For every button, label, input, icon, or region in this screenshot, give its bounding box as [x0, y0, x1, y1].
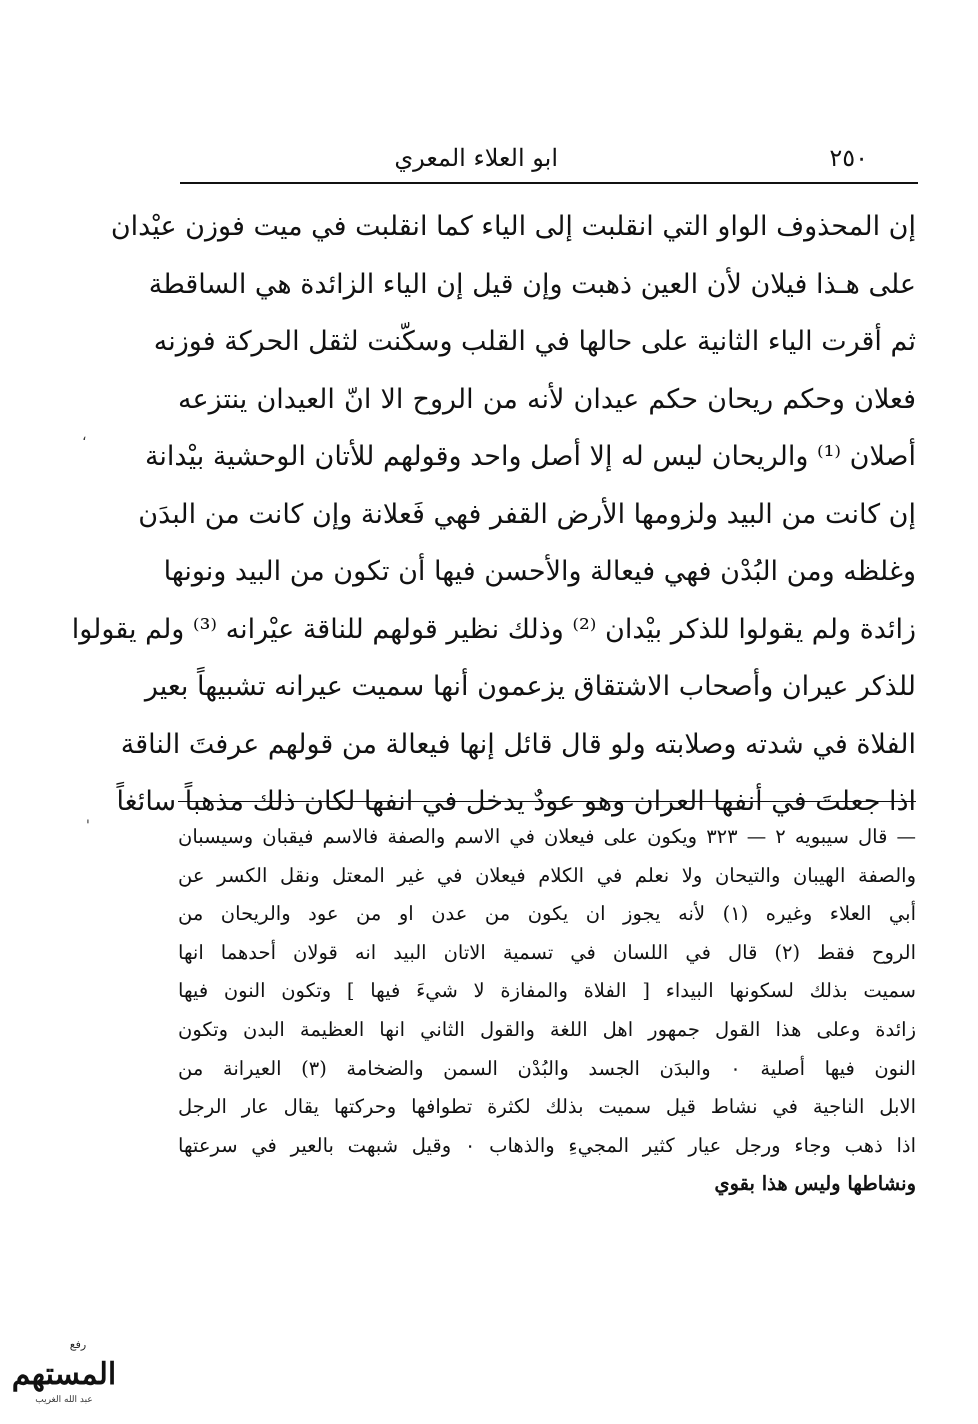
- running-head: [150, 140, 903, 180]
- header-rule: [180, 182, 918, 184]
- footnote-line: زائدة وعلى هذا القول جمهور اهل اللغة والقول الثاني انها العظيمة البدن وتكون: [178, 1017, 916, 1041]
- margin-mark: ،: [82, 428, 87, 444]
- page-number: ٢٥٠: [829, 144, 868, 172]
- main-text-line: اذا جعلتَ في أنفها العران وهو عودٌ يدخل في انفها لكان ذلك مذهباً سائغاً: [116, 786, 916, 817]
- svg-text:عبد الله الغريب: عبد الله الغريب: [35, 1395, 93, 1405]
- footnote-line: أبي العلاء وغيره (١) لأنه يجوز ان يكون من عدن او من عود والريحان من: [178, 902, 916, 926]
- main-text-line: فعلان وحكم ريحان حكم عيدان لأنه من الروح الا انّ العيدان ينتزعه: [178, 383, 916, 415]
- main-text-line: زائدة ولم يقولوا للذكر بيْدان ⁽²⁾ وذلك نظير قولهم للناقة عيْرانه ⁽³⁾ ولم يقولوا: [71, 613, 916, 645]
- margin-mark: ': [86, 818, 90, 834]
- main-text-line: إن المحذوف الواو التي انقلبت إلى الياء كما انقلبت في ميت فوزن عيْدان: [110, 211, 916, 242]
- main-text-body: [71, 198, 916, 831]
- library-stamp-logo: [8, 1336, 120, 1408]
- svg-text:المستهم: المستهم: [11, 1357, 117, 1392]
- footnote-line: اذا ذهب وجاء ورجل عيار كثير المجيءِ والذهاب ٠ وقيل شبهت بالعير في سرعتها: [178, 1133, 916, 1157]
- footnote-line: الروح فقط (٢) قال في اللسان في تسمية الاتان البيد انه قولان أحدهما انها: [178, 940, 916, 964]
- main-text-line: وغلظه ومن البُدْن فهي فيعالة والأحسن فيها أن تكون من البيد ونونها: [163, 556, 916, 587]
- main-text-line: الفلاة في شدته وصلابته ولو قال قائل إنها فيعالة من قولهم عرفتَ الناقة: [120, 728, 916, 760]
- main-text-line: على هـذا فيلان لأن العين ذهبت وإن قيل إن الياء الزائدة هي الساقطة: [148, 268, 916, 300]
- main-text-line: أصلان ⁽¹⁾ والريحان ليس له إلا أصل واحد وقولهم للأتان الوحشية بيْدانة: [144, 441, 916, 472]
- footnote-line: والصفة الهيبان والتيحان ولا نعلم في الكلام فيعلان في غير المعتل ونقل الكسر عن: [178, 863, 916, 887]
- footnote-separator: [178, 801, 916, 802]
- footnote-line: سميت بذلك لسكونها البيداء [ الفلاة والمفازة لا شيءَ فيها ] وتكون النون فيها: [178, 979, 916, 1003]
- running-title: ابو العلاء المعري: [394, 144, 558, 172]
- footnotes: [178, 818, 916, 1204]
- svg-text:رفع: رفع: [69, 1338, 87, 1351]
- main-text-line: إن كانت من البيد ولزومها الأرض القفر فهي فَعلانة وإن كانت من البدَن: [138, 498, 916, 530]
- footnote-line: — قال سيبويه ٢ — ٣٢٣ ويكون على فيعلان في الاسم والصفة فالاسم فيقبان وسيسبان: [178, 825, 917, 848]
- footnote-line: الابل الناجية في نشاط قيل سميت بذلك لكثرة تطوافها وحركتها يقال عار الرجل: [178, 1095, 916, 1119]
- main-text-line: للذكر عيران وأصحاب الاشتقاق يزعمون أنها سميت عيرانه تشبيهاً بعير: [144, 671, 916, 702]
- main-text-line: ثم أقرت الياء الثانية على حالها في القلب وسكّنت لثقل الحركة فوزنه: [153, 326, 916, 357]
- footnote-line: ونشاطها وليس هذا بقوي: [714, 1172, 916, 1196]
- footnote-line: النون فيها أصلية ٠ والبدَن الجسد والبُدْن السمن والضخامة (٣) العيرانة من: [178, 1056, 917, 1080]
